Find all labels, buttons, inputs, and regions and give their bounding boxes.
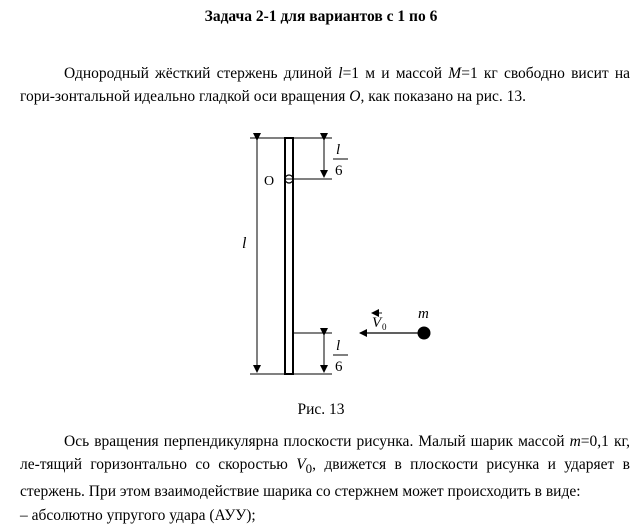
symbol-l: l <box>338 65 343 82</box>
text-segment: , движется в плоскости рисунка и ударяет в стержень. При этом взаимодействие шарика со стержнем может происходить в виде: <box>20 456 630 501</box>
frac-bottom-denominator: 6 <box>335 359 343 375</box>
text-segment: =1 м и массой <box>342 65 449 82</box>
label-V: V <box>372 315 382 331</box>
symbol-m: m <box>569 433 581 450</box>
paragraph-intro <box>20 62 630 108</box>
text-segment: Ось вращения перпендикулярна плоскости рисунка. Малый шарик массой <box>64 433 570 450</box>
symbol-O: O <box>349 88 361 105</box>
label-O: O <box>264 174 275 189</box>
text-segment: , как показано на рис. 13. <box>360 88 527 105</box>
list-item: – абсолютно упругого удара (АУУ); <box>20 507 256 524</box>
figure-caption: Рис. 13 <box>297 401 345 418</box>
text-segment: =1 кг свободно висит на гори-зонтальной идеально гладкой оси вращения <box>20 65 631 105</box>
paragraph-description <box>20 430 630 503</box>
rod <box>285 138 293 374</box>
frac-top-denominator: 6 <box>335 163 343 179</box>
symbol-M: M <box>448 65 462 82</box>
symbol-V-subscript: 0 <box>305 461 313 477</box>
ball <box>418 327 431 340</box>
symbol-V: V <box>296 456 306 473</box>
label-m: m <box>418 306 429 322</box>
label-V-subscript: 0 <box>382 322 387 332</box>
label-l: l <box>242 235 247 252</box>
problem-title: Задача 2-1 для вариантов с 1 по 6 <box>204 8 438 25</box>
frac-bottom-numerator: l <box>336 338 341 354</box>
rod-figure <box>0 120 642 390</box>
text-segment: Однородный жёсткий стержень длиной <box>64 65 339 82</box>
text-segment: =0,1 кг, ле-тящий горизонтально со скоростью <box>20 433 630 473</box>
frac-top-numerator: l <box>336 142 341 158</box>
